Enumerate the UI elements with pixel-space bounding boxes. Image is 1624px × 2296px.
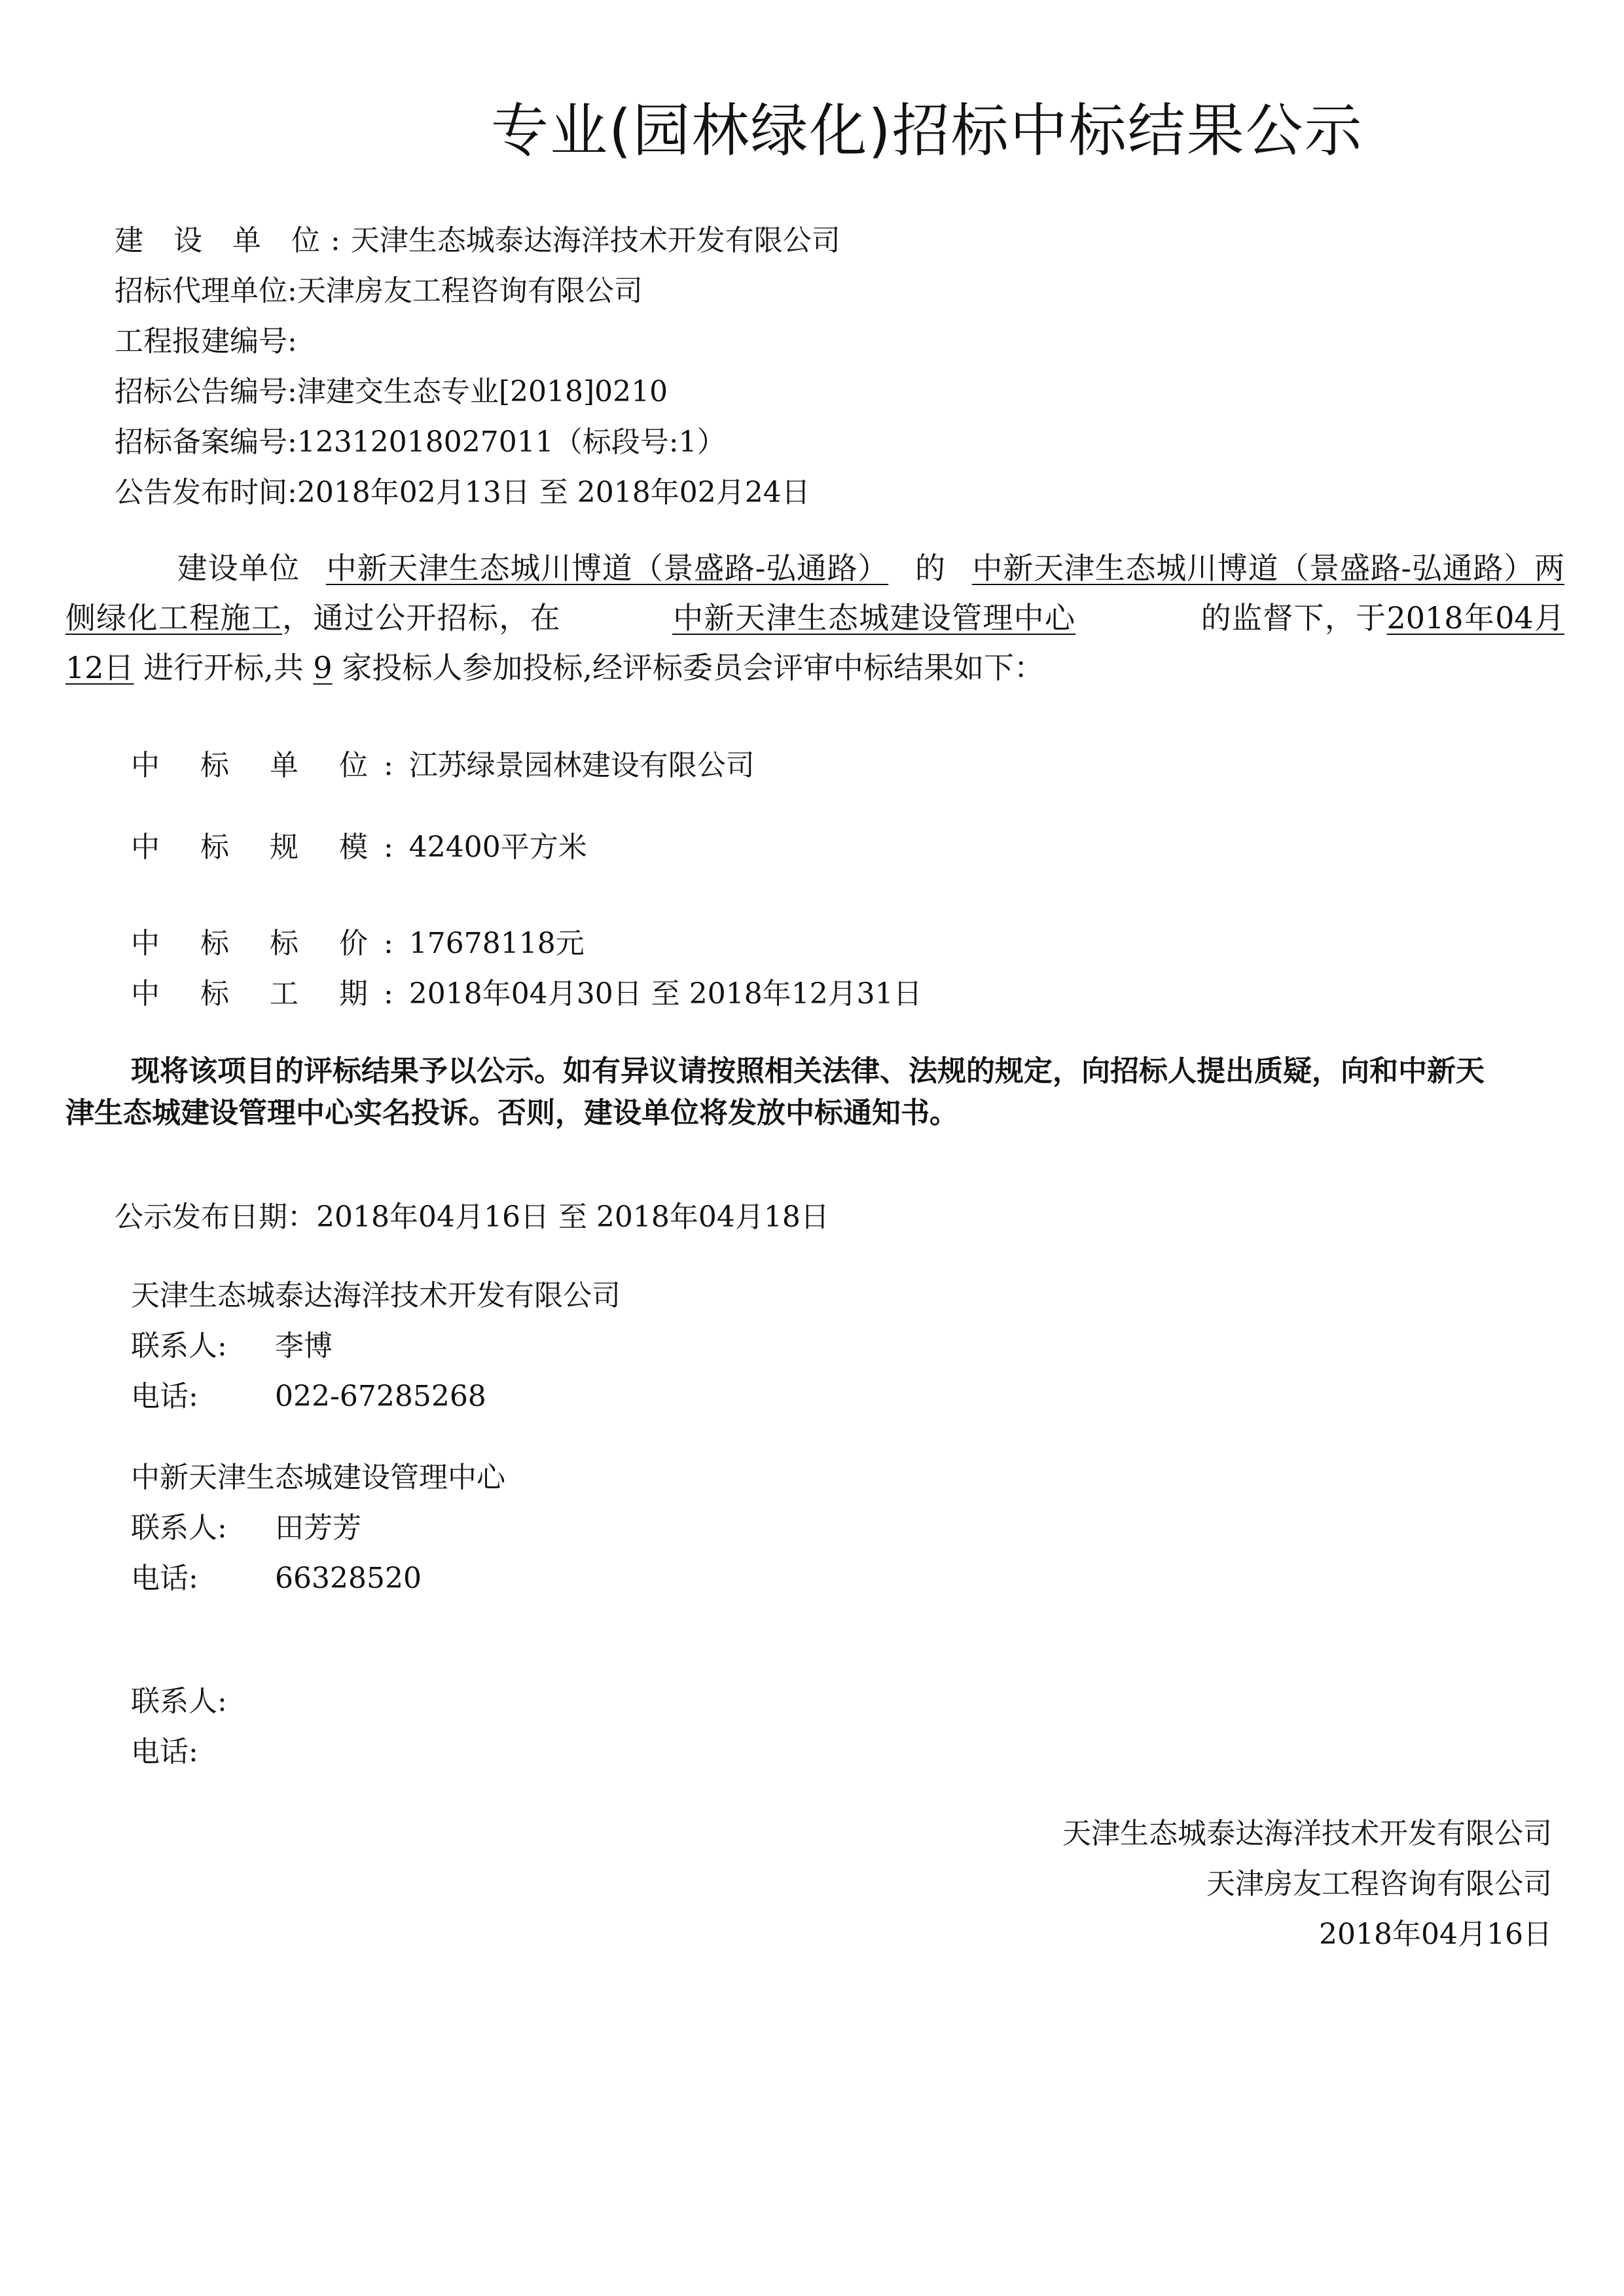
publish-period	[115, 1198, 829, 1237]
contact-label: 电话:	[131, 1735, 198, 1768]
field-value: 天津房友工程咨询有限公司	[297, 274, 643, 308]
contact-phone	[131, 1732, 275, 1772]
result-label: 中 标 单 位:	[131, 749, 409, 782]
contact-value: 022-67285268	[275, 1380, 486, 1413]
result-scale	[131, 828, 587, 867]
field-announcement-number	[115, 372, 668, 412]
contact-person	[131, 1509, 361, 1548]
paragraph-text: 建设单位	[177, 550, 300, 586]
paragraph-text: 的监督下，于	[1200, 600, 1387, 636]
paragraph-text: 家投标人参加投标,经评标委员会评审中标结果如下：	[342, 650, 1044, 685]
result-price	[131, 924, 585, 963]
field-label: 招标代理单位:	[115, 274, 297, 308]
construction-unit-name: 中新天津生态城川博道（景盛路-弘通路）	[325, 550, 889, 586]
notice-text: 现将该项目的评标结果予以公示。如有异议请按照相关法律、法规的规定，向招标人提出质疑，向和中新天津生态城建设管理中心实名投诉。否则，建设单位将发放中标通知书。	[65, 1054, 1485, 1130]
opening-date: 2018年04月12日	[65, 600, 1565, 685]
field-value: 天津生态城泰达海洋技术开发有限公司	[350, 224, 840, 257]
result-label: 中 标 工 期:	[131, 977, 409, 1011]
page-title: 专业(园林绿化)招标中标结果公示	[491, 97, 1363, 164]
contact-phone	[131, 1377, 486, 1416]
field-label: 招标备案编号:	[115, 425, 297, 459]
contact-org: 天津生态城泰达海洋技术开发有限公司	[131, 1279, 621, 1312]
field-construction-unit	[115, 221, 840, 260]
contact-label: 电话:	[131, 1562, 198, 1595]
result-value: 42400平方米	[408, 831, 587, 864]
result-label: 中 标 标 价:	[131, 927, 409, 960]
signature-date: 2018年04月16日	[1319, 1918, 1552, 1951]
paragraph-text: 的	[914, 550, 946, 586]
result-label: 中 标 规 模:	[131, 831, 409, 864]
contact-label: 联系人:	[131, 1511, 227, 1545]
field-value: 津建交生态专业[2018]0210	[297, 375, 668, 408]
field-label: 建 设 单 位:	[115, 224, 351, 257]
paragraph-text: ，通过公开招标，在	[282, 600, 561, 636]
result-value: 2018年04月30日 至 2018年12月31日	[408, 977, 922, 1011]
contact-org: 中新天津生态城建设管理中心	[131, 1461, 505, 1494]
contact-person	[131, 1327, 333, 1366]
result-winner	[131, 746, 755, 785]
publish-label: 公示发布日期：	[115, 1200, 316, 1234]
result-period	[131, 975, 922, 1014]
publish-value: 2018年04月16日 至 2018年04月18日	[316, 1200, 829, 1234]
field-agency	[115, 272, 643, 311]
contact-person	[131, 1682, 275, 1721]
project-name: 中新天津生态城川博道（景盛路-弘通路）两侧绿化工程施工	[65, 550, 1565, 636]
field-announcement-time	[115, 473, 810, 512]
contact-label: 电话:	[131, 1380, 198, 1413]
field-label: 招标公告编号:	[115, 375, 297, 408]
objection-notice	[65, 1050, 1492, 1134]
contact-value: 李博	[275, 1329, 333, 1363]
field-filing-number	[115, 423, 726, 462]
contact-phone	[131, 1559, 422, 1598]
result-value: 17678118元	[408, 927, 585, 960]
field-label: 工程报建编号:	[115, 325, 297, 358]
paragraph-text: 进行开标,共	[143, 650, 304, 685]
result-value: 江苏绿景园林建设有限公司	[408, 749, 755, 782]
field-project-number	[115, 322, 297, 361]
bidder-count: 9	[313, 650, 333, 685]
contact-value: 田芳芳	[275, 1511, 361, 1545]
field-value: 2018年02月13日 至 2018年02月24日	[297, 476, 810, 509]
field-label: 公告发布时间:	[115, 476, 297, 509]
contact-value: 66328520	[275, 1562, 422, 1595]
signature-org-2: 天津房友工程咨询有限公司	[1206, 1867, 1552, 1901]
contact-label: 联系人:	[131, 1685, 227, 1718]
field-value: 12312018027011（标段号:1）	[297, 425, 726, 459]
signature-org-1: 天津生态城泰达海洋技术开发有限公司	[1062, 1817, 1552, 1850]
announcement-paragraph	[65, 543, 1564, 692]
supervisor-name: 中新天津生态城建设管理中心	[672, 600, 1076, 636]
contact-label: 联系人:	[131, 1329, 227, 1363]
